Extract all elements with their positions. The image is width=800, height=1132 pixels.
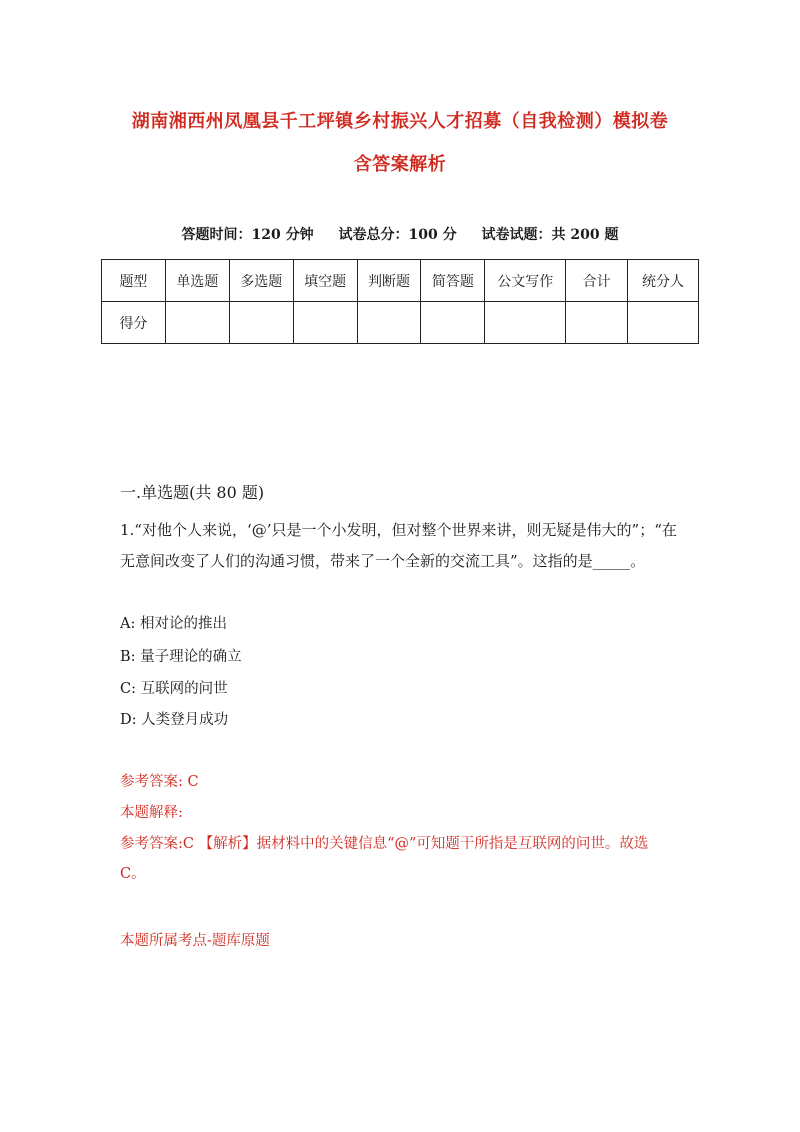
- score-table-cell: 统分人: [628, 260, 699, 302]
- score-table-cell: 得分: [102, 302, 166, 344]
- exam-total-questions: 试卷试题：共 200 题: [481, 227, 619, 243]
- document-subtitle: 含答案解析: [353, 154, 447, 175]
- score-table-cell: 单选题: [165, 260, 229, 302]
- explanation-text: 参考答案:C 【解析】据材料中的关键信息“@”可知题干所指是互联网的问世。故选 C。: [120, 836, 649, 882]
- knowledge-point: 本题所属考点-题库原题: [120, 933, 270, 949]
- question-text: 1.“对他个人来说，‘@’只是一个小发明，但对整个世界来讲，则无疑是伟大的”；“在无意间改变了人们的沟通习惯，带来了一个全新的交流工具”。这指的是_____。: [120, 521, 677, 570]
- score-table-cell: [293, 302, 357, 344]
- score-table-header-row: [102, 260, 699, 302]
- exam-total-score: 试卷总分：100 分: [338, 227, 457, 243]
- score-table-cell: [229, 302, 293, 344]
- score-table-cell: [421, 302, 485, 344]
- score-table-score-row: [102, 302, 699, 344]
- option-a: A: 相对论的推出: [120, 616, 227, 632]
- option-b: B: 量子理论的确立: [120, 649, 242, 665]
- score-table-cell: 简答题: [421, 260, 485, 302]
- score-table-cell: 判断题: [357, 260, 421, 302]
- option-d: D: 人类登月成功: [120, 712, 229, 728]
- score-table-cell: [485, 302, 566, 344]
- score-table-cell: 多选题: [229, 260, 293, 302]
- score-table-cell: [165, 302, 229, 344]
- reference-answer: 参考答案: C: [120, 774, 199, 790]
- document-title: 湖南湘西州凤凰县千工坪镇乡村振兴人才招募（自我检测）模拟卷: [131, 111, 669, 132]
- exam-time: 答题时间：120 分钟: [181, 227, 314, 243]
- score-table-cell: [566, 302, 628, 344]
- score-table-cell: 合计: [566, 260, 628, 302]
- option-c: C: 互联网的问世: [120, 681, 228, 697]
- explanation-label: 本题解释:: [120, 805, 183, 821]
- score-table-cell: 填空题: [293, 260, 357, 302]
- score-table-cell: 题型: [102, 260, 166, 302]
- section-title: 一.单选题(共 80 题): [120, 483, 265, 502]
- score-table-cell: [628, 302, 699, 344]
- exam-info: [0, 224, 800, 244]
- score-table-cell: 公文写作: [485, 260, 566, 302]
- score-table: [101, 259, 699, 344]
- score-table-cell: [357, 302, 421, 344]
